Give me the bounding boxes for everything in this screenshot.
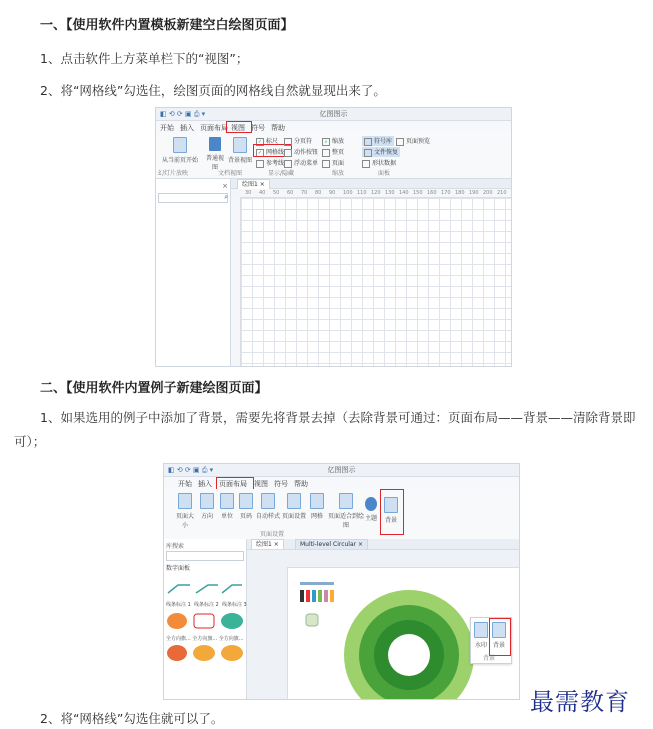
gridlines-page [241, 198, 511, 366]
menu-view[interactable]: 视图 [254, 480, 268, 488]
horizontal-ruler [241, 189, 511, 198]
page-width-button[interactable]: 整页 [322, 147, 344, 157]
dynamic-guides-checkbox[interactable]: 动作按钮 [284, 147, 318, 157]
symbol-library-button[interactable]: 符号库 [362, 136, 394, 146]
background-view-button[interactable]: 背景视图 [228, 137, 252, 164]
background-view-icon [233, 137, 247, 153]
menu-page-layout[interactable]: 页面布局 [200, 124, 228, 132]
page-setup-icon [287, 493, 301, 509]
fit-page-icon [339, 493, 353, 509]
document-tabs [231, 179, 511, 189]
menu-home[interactable]: 开始 [160, 124, 174, 132]
ruler-tick: 80 [315, 190, 322, 196]
ruler-tick: 70 [301, 190, 308, 196]
ruler-tick: 40 [259, 190, 266, 196]
speech-bubble-shapes[interactable] [166, 643, 244, 665]
page-size-icon [178, 493, 192, 509]
color-legend [300, 582, 340, 638]
ruler-tick: 210 [497, 190, 507, 196]
units-button[interactable]: 单位 [218, 493, 236, 520]
highlight-background-option [489, 618, 511, 656]
grid-button[interactable]: 网格 [308, 493, 326, 520]
page-number-button[interactable]: 页码 [238, 493, 254, 520]
ruler-tick: 90 [329, 190, 336, 196]
page-size-button[interactable]: 页面大小 [174, 493, 196, 529]
shape-label-row-2: 全方向旗... 全方向旗... 全方向旗... [166, 636, 244, 642]
ruler-tick: 190 [469, 190, 479, 196]
ruler-tick: 30 [245, 190, 252, 196]
ruler-checkbox[interactable]: ✓ 标尺 [257, 138, 279, 145]
menu-home[interactable]: 开始 [178, 480, 192, 488]
close-icon[interactable]: × [222, 182, 228, 190]
group-doc-views-label: 文档视图 [218, 170, 243, 177]
work-area [156, 179, 511, 366]
auto-style-icon [261, 493, 275, 509]
library-pane [156, 179, 231, 366]
group-zoom-label: 缩放 [332, 170, 345, 177]
background-group-label: 背景 [483, 655, 496, 662]
section-1-heading: 一、【使用软件内置模板新建空白绘图页面】 [40, 18, 294, 33]
center-hole [388, 634, 430, 676]
ruler-tick: 120 [371, 190, 381, 196]
section-2-heading: 二、【使用软件内置例子新建绘图页面】 [40, 381, 268, 396]
drawing-canvas [247, 539, 519, 699]
background-dropdown [470, 617, 512, 664]
work-area [164, 539, 519, 699]
drawing-canvas [231, 179, 511, 366]
gridlines-checkbox[interactable]: ✓ 网格线 [257, 149, 285, 156]
ruler-tick: 140 [399, 190, 409, 196]
search-icon[interactable]: ⌕ [224, 193, 228, 201]
watermark-logo: 最需教育 [530, 688, 630, 716]
group-page-setup-label: 页面设置 [260, 531, 285, 538]
tab-drawing-1[interactable]: 绘图1 × [237, 179, 270, 189]
theme-icon [365, 497, 377, 511]
library-title: 库搜索 [166, 543, 185, 550]
page-button[interactable]: 页面 [322, 158, 344, 168]
ruler-tick: 200 [483, 190, 493, 196]
page-number-icon [239, 493, 253, 509]
page-break-checkbox[interactable]: 分页符 [284, 136, 312, 146]
section-1-step-1: 1、点击软件上方菜单栏下的“视图”； [40, 51, 249, 66]
auto-style-button[interactable]: 自动样式 [256, 493, 280, 520]
menu-help[interactable]: 帮助 [294, 480, 308, 488]
menu-page-layout[interactable]: 页面布局 [219, 480, 247, 488]
normal-view-icon [209, 137, 221, 151]
watermark-option[interactable]: 水印 [473, 622, 489, 649]
theme-button[interactable]: 主题 [364, 497, 378, 522]
group-presentation-label: 幻灯片放映 [158, 170, 189, 177]
line-callout-shapes[interactable] [166, 579, 244, 599]
library-pane [164, 539, 247, 699]
zoom-button[interactable]: ⌕ 缩放 [322, 136, 344, 146]
background-button[interactable]: 背景 [382, 497, 400, 524]
app-title: 亿图图示 [319, 110, 348, 118]
orientation-icon [200, 493, 214, 509]
screenshot-view-gridlines [155, 107, 512, 367]
section-2-step-2: 2、将“网格线”勾选住就可以了。 [40, 711, 224, 726]
ribbon [156, 133, 511, 179]
vertical-ruler [231, 197, 241, 366]
from-current-page-button[interactable]: 从当前页开始 [160, 137, 200, 164]
ruler-tick: 50 [273, 190, 280, 196]
background-option[interactable]: 背景 [491, 622, 507, 649]
ruler-tick: 160 [427, 190, 437, 196]
ribbon [164, 489, 519, 540]
ruler-tick: 170 [441, 190, 451, 196]
screenshot-example-background [163, 463, 520, 700]
group-panes-label: 面板 [378, 170, 391, 177]
orientation-button[interactable]: 方向 [198, 493, 216, 520]
library-search-input[interactable] [166, 551, 244, 561]
ruler-tick: 110 [357, 190, 367, 196]
title-bar [164, 464, 519, 477]
section-2-step-1: 1、如果选用的例子中添加了背景，需要先将背景去掉（去除背景可通过：页面布局——背景——清除背景即可）； [14, 410, 636, 449]
menu-view[interactable]: 视图 [231, 124, 245, 132]
highlight-view-menu [226, 121, 252, 133]
units-icon [220, 493, 234, 509]
menu-symbols[interactable]: 符号 [274, 480, 288, 488]
ruler-tick: 100 [343, 190, 353, 196]
normal-view-button[interactable]: 普通视图 [204, 137, 226, 171]
title-bar [156, 108, 511, 121]
menu-insert[interactable]: 插入 [198, 480, 212, 488]
library-search-input[interactable] [158, 193, 228, 203]
library-item[interactable]: 数字面板 [166, 565, 191, 572]
section-1-step-2: 2、将“网格线”勾选住，绘图页面的网格线自然就显现出来了。 [40, 83, 386, 98]
shape-data-button[interactable]: 形状数据 [362, 158, 396, 168]
ruler-tick: 60 [287, 190, 294, 196]
fit-page-button[interactable]: 页面适合到绘图 [328, 493, 364, 529]
menu-help[interactable]: 帮助 [271, 124, 285, 132]
group-show-hide-label: 显示/隐藏 [268, 170, 295, 177]
menu-symbols[interactable]: 符号 [251, 124, 265, 132]
quick-access-icons: ◧ ⟲ ⟳ ▣ ⎙ ▾ [168, 466, 214, 474]
ruler-tick: 180 [455, 190, 465, 196]
tab-drawing-1[interactable]: 绘图1 × [251, 539, 284, 549]
quick-access-icons: ◧ ⟲ ⟳ ▣ ⎙ ▾ [160, 110, 206, 118]
slideshow-icon [173, 137, 187, 153]
reference-lines-checkbox[interactable]: 参考线 [256, 158, 284, 168]
floating-menu-checkbox[interactable]: 浮动菜单 [284, 158, 318, 168]
flag-shapes[interactable] [166, 611, 244, 633]
highlight-background-button [380, 489, 404, 535]
menu-bar [156, 121, 511, 133]
ruler-tick: 130 [385, 190, 395, 196]
file-recovery-button[interactable]: 文件恢复 [362, 147, 400, 157]
document-tabs [247, 539, 519, 550]
ruler-tick: 150 [413, 190, 423, 196]
page-preview-button[interactable]: 页面预览 [396, 136, 430, 146]
shape-label-row-1: 线条标注 1 线条标注 2 线条标注 3 [166, 602, 247, 608]
app-title: 亿图图示 [327, 466, 356, 474]
menu-bar [164, 477, 519, 489]
watermark-icon [474, 622, 488, 638]
tab-multi-level-circular[interactable]: Multi-level Circular × [295, 539, 368, 549]
grid-icon [310, 493, 324, 509]
menu-insert[interactable]: 插入 [180, 124, 194, 132]
page-setup-button[interactable]: 页面设置 [282, 493, 306, 520]
